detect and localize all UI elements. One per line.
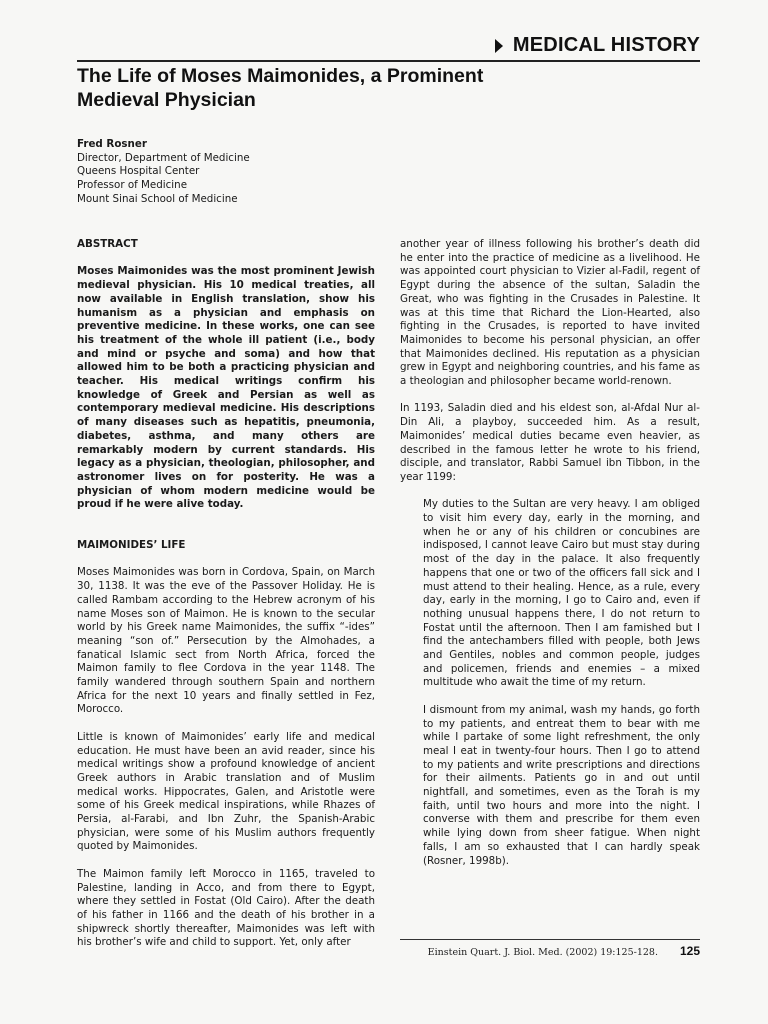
author-affiliation: Director, Department of Medicine xyxy=(77,151,250,164)
author-affiliation: Mount Sinai School of Medicine xyxy=(77,192,238,205)
body-paragraph: In 1193, Saladin died and his eldest son, al-Afdal Nur al-Din Ali, a playboy, succeeded him. As a result, Maimonides’ medical duties became even heavier, as described in the famous letter he wrote to his friend, disciple, and translator, Rabbi Samuel ibn Tibbon, in the year 1199: xyxy=(400,402,700,483)
block-quote xyxy=(423,498,700,868)
triangle-arrow-icon xyxy=(495,39,503,53)
header-rule xyxy=(77,60,700,62)
journal-citation: Einstein Quart. J. Biol. Med. (2002) 19:125-128. xyxy=(427,947,658,958)
body-paragraph: The Maimon family left Morocco in 1165, traveled to Palestine, landing in Acco, and from there to Egypt, where they settled in Fostat (Old Cairo). After the death of his father in 1166 and the death of his brother in a shipwreck shortly thereafter, Maimonides was left with his brother’s wife and child to support. Yet, only after xyxy=(77,867,375,949)
author-name: Fred Rosner xyxy=(77,138,147,150)
right-column xyxy=(400,238,700,882)
author-affiliation: Queens Hospital Center xyxy=(77,165,200,178)
title-line-2: Medieval Physician xyxy=(77,89,256,111)
body-paragraph: Moses Maimonides was born in Cordova, Spain, on March 30, 1138. It was the eve of the Passover Holiday. He is called Rambam according to the Hebrew acronym of his name Moses son of Maimon. He is known to the secular world by his Greek name Maimonides, the suffix “-ides” meaning “son of.” Persecution by the Almohades, a fanatical Islamic sect from North Africa, forced the Maimon family to flee Cordova in the year 1148. The family wandered through southern Spain and northern Africa for the next 10 years and finally settled in Fez, Morocco. xyxy=(77,566,375,716)
footer-rule xyxy=(400,939,700,940)
title-line-1: The Life of Moses Maimonides, a Prominent xyxy=(77,65,484,87)
quote-paragraph: I dismount from my animal, wash my hands, go forth to my patients, and entreat them to bear with me while I partake of some light refreshment, the only meal I eat in twenty-four hours. Then I go to attend to my patients and write prescriptions and directions for their ailments. Patients go in and out until nightfall, and sometimes, even as the Torah is my faith, until two hours and more into the night. I converse with them and prescribe for them even while lying down from sheer fatigue. When night falls, I am so exhausted that I can hardly speak (Rosner, 1998b). xyxy=(423,703,700,867)
quote-paragraph: My duties to the Sultan are very heavy. I am obliged to visit him every day, early in the morning, and when he or any of his children or concubines are indisposed, I cannot leave Cairo but must stay during most of the day in the palace. It also frequently happens that one or two of the officers fall sick and I must attend to their healing. Hence, as a rule, every day, early in the morning, I go to Cairo and, even if nothing unusual happens there, I do not return to Fostat until the afternoon. Then I am famished but I find the antechambers filled with people, both Jews and Gentiles, nobles and common people, judges and policemen, friends and enemies – a mixed multitude who await the time of my return. xyxy=(423,498,700,689)
abstract-heading: ABSTRACT xyxy=(77,238,138,250)
author-block xyxy=(77,138,250,207)
article-title xyxy=(77,64,637,112)
author-affiliation: Professor of Medicine xyxy=(77,179,188,192)
life-heading: MAIMONIDES’ LIFE xyxy=(77,539,186,552)
section-name: MEDICAL HISTORY xyxy=(512,34,700,56)
section-label xyxy=(495,34,700,57)
body-paragraph: another year of illness following his brother’s death did he enter into the practice of medicine as a livelihood. He was appointed court physician to Vizier al-Fadil, regent of Egypt during the absence of the sultan, Saladin the Great, who was fighting in the Crusades in Palestine. It was at this time that Richard the Lion-Hearted, also fighting in the Crusades, is reported to have invited Maimonides to become his personal physician, an offer that Maimonides declined. His reputation as a physician grew in Egypt and neighboring countries, and his fame as a theologian and philosopher became world-renown. xyxy=(400,238,700,388)
abstract-text: Moses Maimonides was the most prominent Jewish medieval physician. His 10 medical treaties, all now available in English translation, show his humanism as a physician and emphasis on preventive medicine. In these works, one can see his treatment of the whole ill patient (i.e., body and mind or psyche and soma) and how that allowed him to be both a practicing physician and teacher. His medical writings confirm his knowledge of Greek and Persian as well as contemporary medieval medicine. His descriptions of many diseases such as hepatitis, pneumonia, diabetes, asthma, and many others are remarkably modern by current standards. His legacy as a physician, theologian, philosopher, and astronomer lives on for posterity. He was a physician of whom modern medicine would be proud if he were alive today. xyxy=(77,265,375,511)
page-number: 125 xyxy=(679,944,700,958)
body-paragraph: Little is known of Maimonides’ early life and medical education. He must have been an avid reader, since his medical writings show a profound knowledge of ancient Greek authors in Arabic translation and of Muslim medical works. Hippocrates, Galen, and Aristotle were some of his Greek medical inspirations, while Rhazes of Persia, al-Farabi, and Ibn Zuhr, the Spanish-Arabic physician, were some of his Muslim authors frequently quoted by Maimonides. xyxy=(77,730,375,853)
left-column xyxy=(77,238,375,964)
